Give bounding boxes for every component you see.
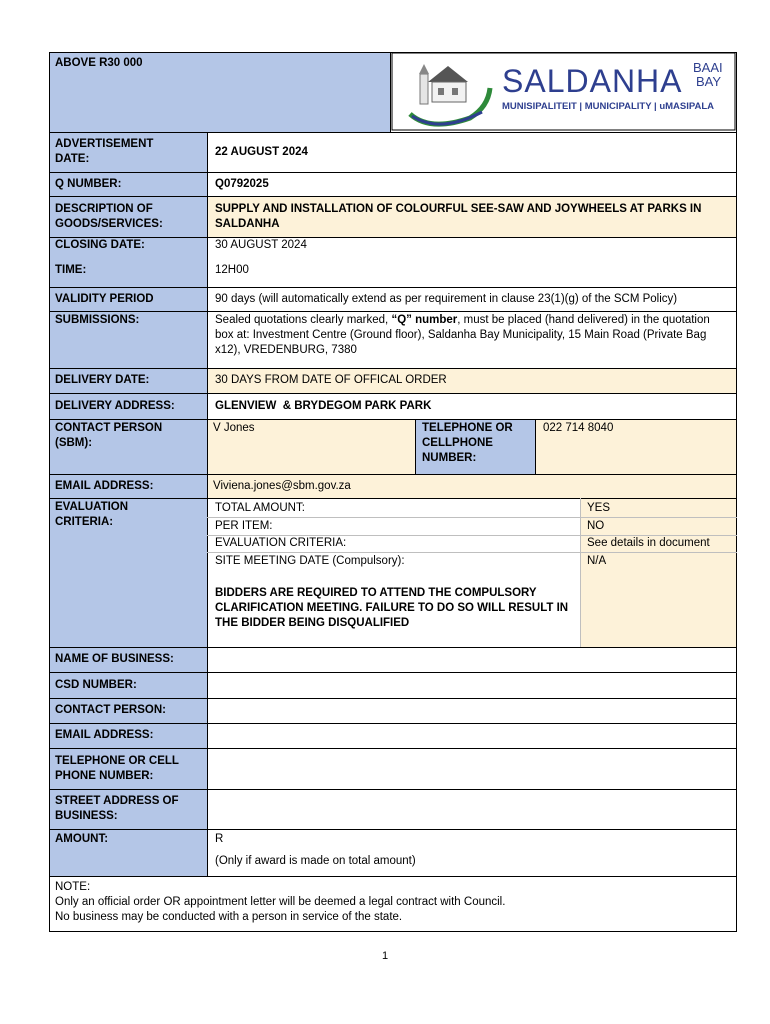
delivery-date-value: 30 DAYS FROM DATE OF OFFICAL ORDER [207,368,737,393]
telephone-value: 022 714 8040 [535,419,737,474]
contact-person-value: V Jones [207,419,415,474]
time-value: 12H00 [215,264,249,276]
email-label: EMAIL ADDRESS: [49,474,207,498]
eval-row-label: TOTAL AMOUNT: [215,502,305,514]
eval-row-label: EVALUATION CRITERIA: [215,537,347,549]
business-name-input[interactable] [207,647,737,672]
amount-currency: R [215,833,224,845]
amount-label: AMOUNT: [49,829,207,876]
advert-date-value: 22 AUGUST 2024 [215,145,308,158]
page-number: 1 [381,950,389,962]
clarification-warning: BIDDERS ARE REQUIRED TO ATTEND THE COMPULSORY CLARIFICATION MEETING. FAILURE TO DO SO WILL RESULT IN THE BIDDER BEING DISQUALIFIED [215,587,569,629]
csd-number-label: CSD NUMBER: [49,672,207,698]
bidder-phone-label: TELEPHONE OR CELL PHONE NUMBER: [49,748,207,789]
time-label: TIME: [55,264,87,276]
eval-row-value: NO [587,520,605,532]
note-line: Only an official order OR appointment letter will be deemed a legal contract with Council. [55,896,506,908]
eval-row-value: YES [587,502,611,514]
contact-person-label: CONTACT PERSON (SBM): [49,419,207,474]
bidder-email-input[interactable] [207,723,737,748]
submissions-label: SUBMISSIONS: [49,311,207,368]
delivery-date-label: DELIVERY DATE: [49,368,207,393]
q-number-emphasis: “Q” number [391,314,458,326]
closing-date-label: CLOSING DATE: [55,239,145,251]
submissions-value: Sealed quotations clearly marked, “Q” number, must be placed (hand delivered) in the quotation box at: Investment Centre (Ground floor), Saldanha Bay Municipality, 15 Main Road (Private Bag x12), VREDENBURG, 7380 [215,314,710,356]
telephone-label: TELEPHONE OR CELLPHONE NUMBER: [415,419,535,474]
eval-row-label: PER ITEM: [215,520,273,532]
delivery-address-value: GLENVIEW & BRYDEGOM PARK PARK [215,399,432,412]
validity-label: VALIDITY PERIOD [49,287,207,311]
eval-row-value: N/A [587,555,607,567]
threshold-cell [49,52,390,132]
note-line: No business may be conducted with a person in service of the state. [55,911,403,923]
bidder-phone-input[interactable] [207,748,737,789]
logo-graphic [390,52,737,132]
svg-text:SALDANHA: SALDANHA [502,63,683,99]
bidder-contact-label: CONTACT PERSON: [49,698,207,723]
street-address-input[interactable] [207,789,737,829]
csd-number-input[interactable] [207,672,737,698]
q-number-label: Q NUMBER: [49,172,207,196]
note-box [49,876,737,932]
description-label: DESCRIPTION OF GOODS/SERVICES: [49,196,207,237]
advert-date-label: ADVERTISEMENT DATE: [49,132,207,172]
eval-row-label: SITE MEETING DATE (Compulsory): [215,555,405,567]
validity-value: 90 days (will automatically extend as per requirement in clause 23(1)(g) of the SCM Policy) [215,292,678,305]
business-name-label: NAME OF BUSINESS: [49,647,207,672]
svg-text:BAAI: BAAI [693,60,723,75]
municipality-logo [390,52,737,132]
delivery-address-label: DELIVERY ADDRESS: [49,393,207,419]
bidder-contact-input[interactable] [207,698,737,723]
street-address-label: STREET ADDRESS OF BUSINESS: [49,789,207,829]
tender-form [49,52,737,932]
svg-text:BAY: BAY [696,74,722,89]
threshold-text: ABOVE R30 000 [55,57,143,69]
note-title: NOTE: [55,881,91,893]
evaluation-label: EVALUATION CRITERIA: [49,498,207,647]
email-value: Viviena.jones@sbm.gov.za [207,474,737,498]
q-number-value: Q0792025 [215,177,269,190]
eval-row-value: See details in document [587,537,710,549]
amount-note: (Only if award is made on total amount) [215,855,416,867]
amount-input[interactable] [207,829,737,876]
closing-date-value: 30 AUGUST 2024 [215,239,307,251]
svg-text:MUNISIPALITEIT | MUNICIPALITY: MUNISIPALITEIT | MUNICIPALITY | uMASIPALA [502,101,715,112]
bidder-email-label: EMAIL ADDRESS: [49,723,207,748]
description-value: SUPPLY AND INSTALLATION OF COLOURFUL SEE-SAW AND JOYWHEELS AT PARKS IN SALDANHA [207,196,737,237]
